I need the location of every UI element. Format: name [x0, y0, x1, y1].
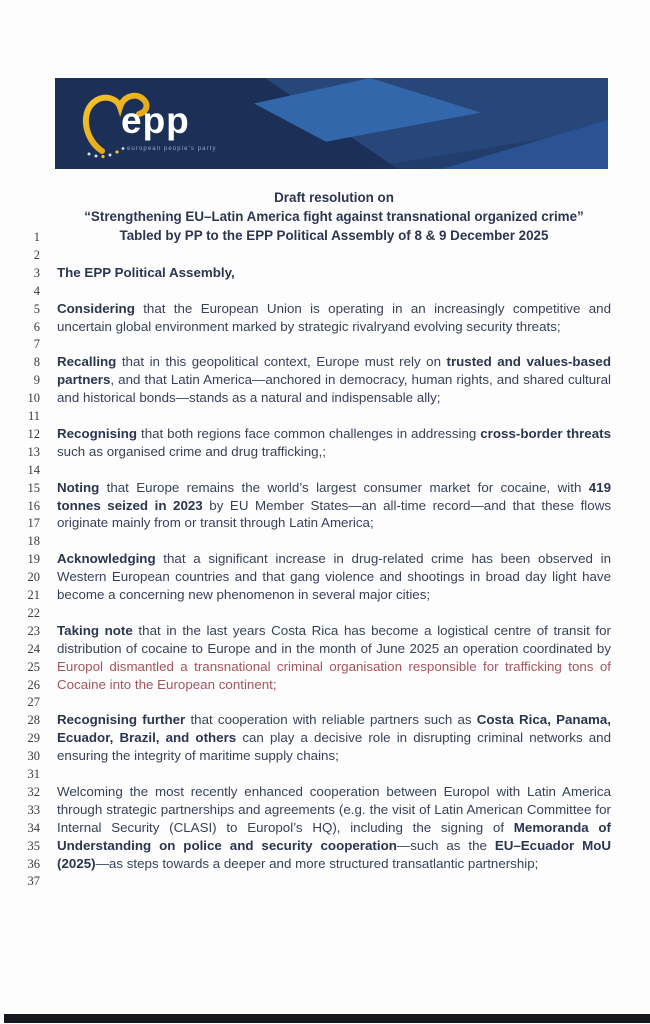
line-number: 28 [27, 713, 40, 728]
line-number: 35 [27, 838, 40, 853]
line-number: 31 [27, 767, 40, 781]
line-number: 26 [27, 677, 40, 692]
title-line-3: Tabled by PP to the EPP Political Assembly of 8 & 9 December 2025 [119, 228, 549, 243]
line-number: 27 [27, 695, 40, 710]
epp-logo-text: epp [121, 100, 190, 141]
paragraph-recognising-further: Recognising further that cooperation with reliable partners such as Costa Rica, Panama, Ecuador, Brazil, and others can play a decisive role in disrupting criminal networks and ensuring the integrity of maritime supply chains; [57, 712, 611, 764]
paragraph-considering: Considering that the European Union is operating in an increasingly competitive and uncertain global environment marked by strategic rivalryand evolving security threats; [57, 300, 611, 334]
line-number: 3 [33, 265, 40, 280]
line-number: 22 [27, 605, 40, 620]
line-number: 11 [27, 409, 40, 423]
line-number: 18 [27, 534, 40, 549]
line-number: 19 [27, 552, 40, 567]
line-number: 20 [27, 570, 40, 585]
line-number: 17 [27, 516, 40, 531]
title-line-1: Draft resolution on [274, 190, 394, 205]
epp-logo-subtext: european people’s party [127, 146, 217, 152]
paragraph-acknowledging: Acknowledging that a significant increase in drug-related crime has been observed in Western European countries and that gang violence and shootings in broad day light have become a concerning new phenomenon in several major cities; [57, 551, 611, 602]
line-number: 21 [27, 588, 40, 602]
line-number: 6 [33, 319, 40, 334]
line-number: 30 [27, 749, 40, 764]
line-number: 13 [27, 444, 40, 459]
line-number: 37 [27, 874, 40, 889]
paragraph-taking-note: Taking note that in the last years Costa Rica has become a logistical centre of transit for distribution of cocaine to Europe and in the month of June 2025 an operation coordinated by Europol dismantled a transnational criminal organisation responsible for trafficking tons of Cocaine into the European continent; [57, 622, 612, 692]
line-number: 34 [27, 820, 40, 835]
line-number: 9 [33, 373, 40, 388]
line-number: 33 [27, 802, 40, 817]
line-number: 24 [27, 641, 40, 656]
title-line-2: “Strengthening EU–Latin America fight against transnational organized crime” [84, 209, 584, 224]
paragraph-welcoming: Welcoming the most recently enhanced cooperation between Europol with Latin America through strategic partnerships and agreements (e.g. the visit of Latin American Committee for Internal Security (CLASI) to Europol’s HQ), including the signing of Memoranda of Understanding on police and security cooperation—such as the EU–Ecuador MoU (2025)—as steps towards a deeper and more structured transatlantic partnership; [57, 783, 611, 871]
line-number: 10 [27, 391, 40, 406]
paragraph-salutation: The EPP Political Assembly, [57, 264, 235, 280]
line-number: 1 [33, 230, 40, 244]
line-number: 25 [27, 659, 40, 674]
line-number: 14 [27, 462, 40, 477]
line-number: 8 [33, 355, 40, 370]
paragraph-recognising: Recognising that both regions face common challenges in addressing cross-border threats such as organised crime and drug trafficking,; [57, 425, 611, 459]
line-number: 7 [33, 337, 40, 352]
paragraph-recalling: Recalling that in this geopolitical context, Europe must rely on trusted and values-based partners, and that Latin America—anchored in democracy, human rights, and shared cultural and historical bonds—stands as a natural and indispensable ally; [57, 354, 611, 406]
paragraph-noting: Noting that Europe remains the world’s largest consumer market for cocaine, with 419 tonnes seized in 2023 by EU Member States—an all-time record—and that these flows originate mainly from or transit through Latin America; [57, 479, 611, 531]
line-number: 2 [33, 247, 40, 262]
line-number: 32 [27, 784, 40, 799]
line-number: 5 [33, 301, 40, 316]
line-number: 12 [27, 426, 40, 441]
line-number: 16 [27, 498, 40, 513]
line-number: 23 [27, 623, 40, 638]
line-number: 4 [33, 283, 40, 298]
scan-edge-bar [4, 1014, 650, 1023]
line-number: 15 [27, 480, 40, 495]
line-number: 29 [27, 731, 40, 746]
line-number: 36 [27, 856, 40, 871]
